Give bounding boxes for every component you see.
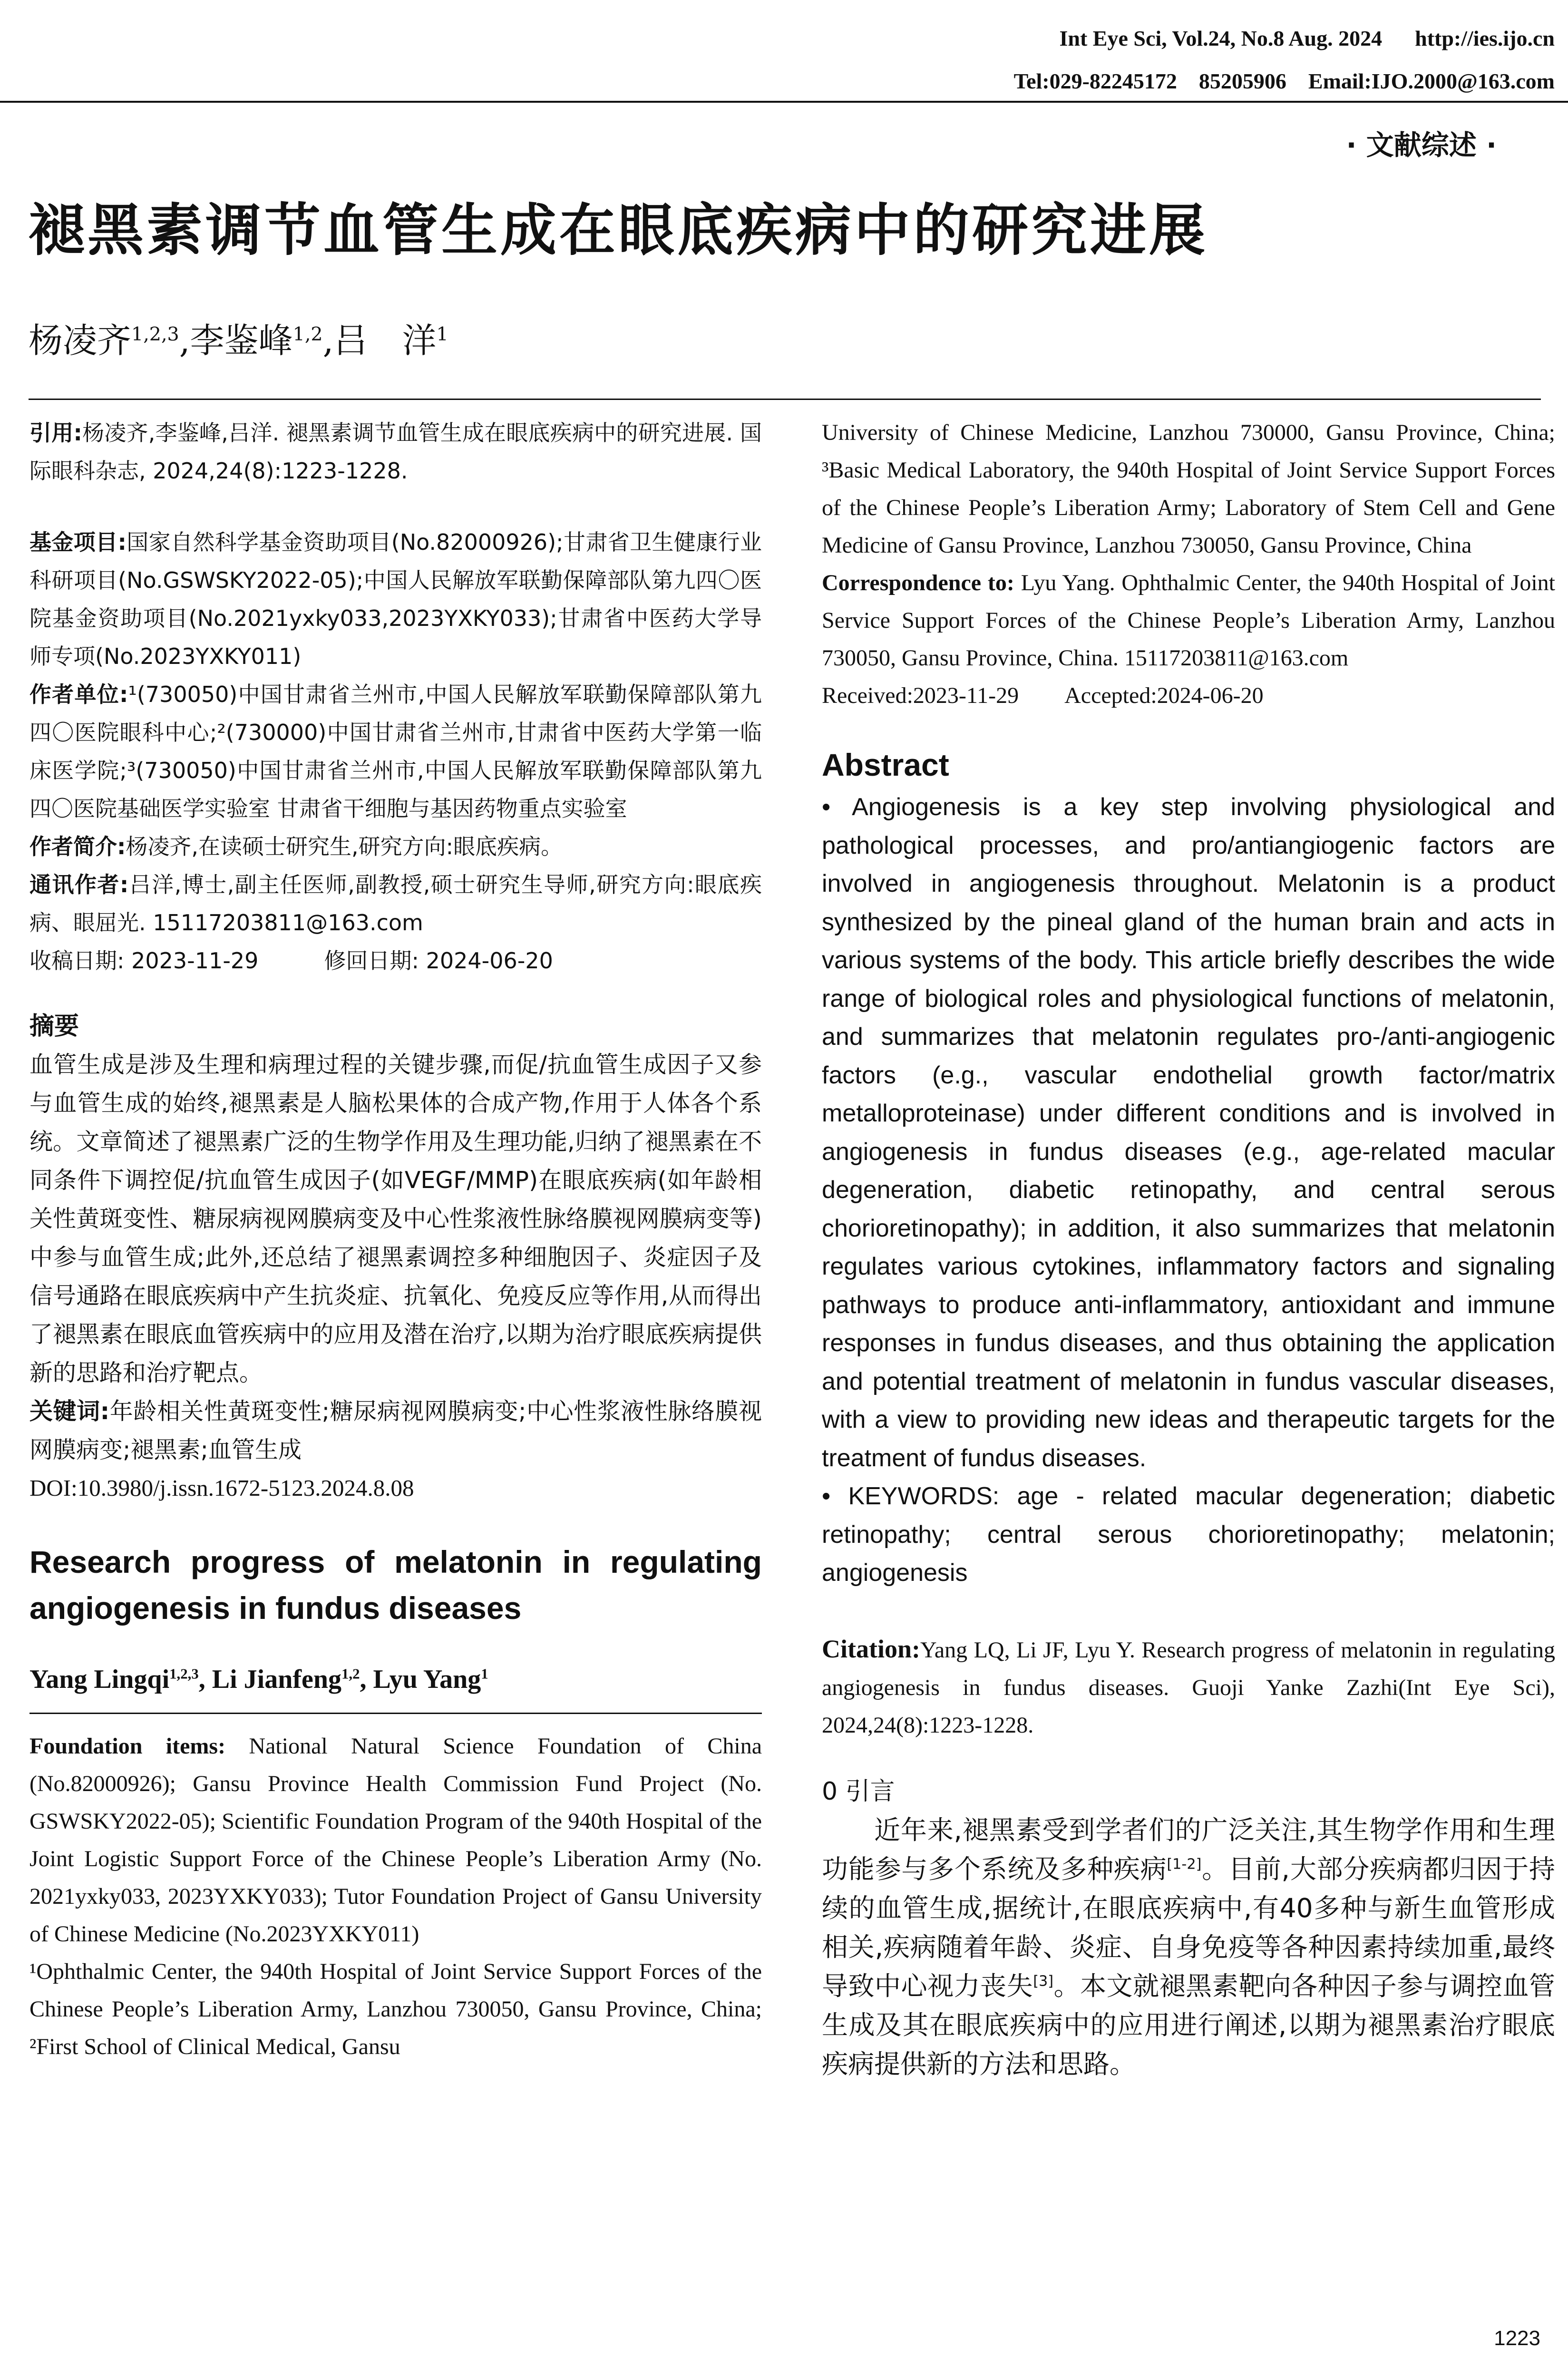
doi: DOI:10.3980/j.issn.1672-5123.2024.8.08 [29,1475,414,1501]
abstract-heading-en: Abstract [822,747,949,782]
abstract-cn: 血管生成是涉及生理和病理过程的关键步骤,而促/抗血管生成因子又参与血管生成的始终,褪黑素是人脑松果体的合成产物,作用于人体各个系统。文章简述了褪黑素广泛的生物学作用及生理功能,归纳了褪黑素在不同条件下调控促/抗血管生成因子(如VEGF/MMP)在眼底疾病(如年龄相关性黄斑变性、糖尿病视网膜病变及中心性浆液性脉络膜视网膜病变等)中参与血管生成;此外,还总结了褪黑素调控多种细胞因子、炎症因子及信号通路在眼底疾病中产生抗炎症、抗氧化、免疫反应等作用,从而得出了褪黑素在眼底血管疾病中的应用及潜在治疗,以期为治疗眼底疾病提供新的思路和治疗靶点。 [29,1051,762,1386]
corr-cn: 通讯作者:吕洋,博士,副主任医师,副教授,硕士研究生导师,研究方向:眼底疾病、眼屈光. 15117203811@163.com [29,872,762,935]
affiliations-en: ¹Ophthalmic Center, the 940th Hospital of Joint Service Support Forces of the Chinese People’s Liberation Army, Lanzhou 730050, Gansu Province, China; ²First School of Clinical Medical, Gansu [29,1959,762,2059]
received-dates: Received:2023-11-29 Accepted:2024-06-20 [822,683,1264,708]
contact-line: Tel:029-82245172 85205906 Email:IJO.2000@163.com [1013,69,1555,93]
unit-cn: 作者单位:¹(730050)中国甘肃省兰州市,中国人民解放军联勤保障部队第九四〇医院眼科中心;²(730000)中国甘肃省兰州市,甘肃省中医药大学第一临床医学院;³(730050)中国甘肃省兰州市,中国人民解放军联勤保障部队第九四〇医院基础医学实验室 甘肃省干细胞与基因药物重点实验室 [29,682,762,821]
section-label: · 文献综述 · [1346,129,1497,161]
english-title: Research progress of melatonin in regulating angiogenesis in fundus diseases [29,1544,762,1626]
intro-paragraph: 近年来,褪黑素受到学者们的广泛关注,其生物学作用和生理功能参与多个系统及多种疾病[1-2]。目前,大部分疾病都归因于持续的血管生成,据统计,在眼底疾病中,有40多种与新生血管形成相关,疾病随着年龄、炎症、自身免疫等各种因素持续加重,最终导致中心视力丧失[3]。本文就褪黑素靶向各种因子参与调控血管生成及其在眼底疾病中的应用进行阐述,以期为褪黑素治疗眼底疾病提供新的方法和思路。 [822,1814,1555,2079]
journal-line: Int Eye Sci, Vol.24, No.8 Aug. 2024 http://ies.ijo.cn [1059,26,1555,50]
page-number: 1223 [1494,2327,1540,2350]
abstract-heading-cn: 摘要 [29,1012,79,1041]
abstract-en: • Angiogenesis is a key step involving physiological and pathological processes, and pro/antiangiogenic factors are involved in angiogenesis throughout. Melatonin is a product synthesized by the pineal gland of the human brain and acts in various systems of the body. This article briefly describes the wide range of biological roles and physiological functions of melatonin, and summarizes that melatonin regulates pro-/anti-angiogenic factors (e.g., vascular endothelial growth factor/matrix metalloproteinase) under different conditions and is involved in angiogenesis in fundus diseases (e.g., age-related macular degeneration, diabetic retinopathy, and central serous chorioretinopathy); in addition, it also summarizes that melatonin regulates various cytokines, inflammatory factors and signaling pathways to produce anti-inflammatory, antioxidant and immune responses in fundus diseases, and thus obtaining the application and potential treatment of melatonin in fundus vascular diseases, with a view to providing new ideas and therapeutic targets for the treatment of fundus diseases. [822,793,1555,1472]
citation-cn: 引用:杨凌齐,李鉴峰,吕洋. 褪黑素调节血管生成在眼底疾病中的研究进展. 国际眼科杂志, 2024,24(8):1223-1228. [29,420,762,484]
authors-cn: 杨凌齐$^{1,2,3}$,李鉴峰$^{1,2}$,吕 洋$^1$ [29,321,448,360]
correspondence-en: Correspondence to: Lyu Yang. Ophthalmic Center, the 940th Hospital of Joint Service Support Forces of the Chinese People’s Liberation Army, Lanzhou 730050, Gansu Province, China. 15117203811@163.com [822,570,1555,671]
fund-cn: 基金项目:国家自然科学基金资助项目(No.82000926);甘肃省卫生健康行业科研项目(No.GSWSKY2022-05);中国人民解放军联勤保障部队第九四〇医院基金资助项目(No.2021yxky033,2023YXKY033);甘肃省中医药大学导师专项(No.2023YXKY011) [29,529,762,669]
header-rule [0,101,1568,103]
affiliations-en-cont: University of Chinese Medicine, Lanzhou 730000, Gansu Province, China; ³Basic Medical Laboratory, the 940th Hospital of Joint Service Support Forces of the Chinese People’s Liberation Army; Laboratory of Stem Cell and Gene Medicine of Gansu Province, Lanzhou 730050, Gansu Province, China [822,420,1555,558]
keywords-en: • KEYWORDS: age - related macular degeneration; diabetic retinopathy; central serous chorioretinopathy; melatonin; angiogenesis [822,1482,1555,1587]
citation-en: Citation:Yang LQ, Li JF, Lyu Y. Research progress of melatonin in regulating angiogenesis in fundus diseases. Guoji Yanke Zazhi(Int Eye Sci), 2024,24(8):1223-1228. [822,1634,1555,1738]
foundation-en: Foundation items: National Natural Science Foundation of China (No.82000926); Gansu Province Health Commission Fund Project (No. GSWSKY2022-05); Scientific Foundation Program of the 940th Hospital of the Joint Logistic Support Force of the Chinese People’s Liberation Army (No. 2021yxky033, 2023YXKY033); Tutor Foundation Project of Gansu University of Chinese Medicine (No.2023YXKY011) [29,1734,762,1947]
left-column [29,414,762,2065]
keywords-cn: 关键词:年龄相关性黄斑变性;糖尿病视网膜病变;中心性浆液性脉络膜视网膜病变;褪黑素;血管生成 [29,1398,762,1463]
bio-cn: 作者简介:杨凌齐,在读硕士研究生,研究方向:眼底疾病。 [29,834,563,859]
page-title: 褪黑素调节血管生成在眼底疾病中的研究进展 [29,197,1208,263]
intro-heading: 0 引言 [822,1777,895,1806]
authors-rule [29,1713,762,1714]
dates-cn: 收稿日期: 2023-11-29 修回日期: 2024-06-20 [29,948,553,974]
title-rule [29,399,1541,400]
authors-en: Yang Lingqi$^{1,2,3}$, Li Jianfeng$^{1,2}$, Lyu Yang$^1$ [29,1665,488,1694]
right-column [822,414,1555,2084]
